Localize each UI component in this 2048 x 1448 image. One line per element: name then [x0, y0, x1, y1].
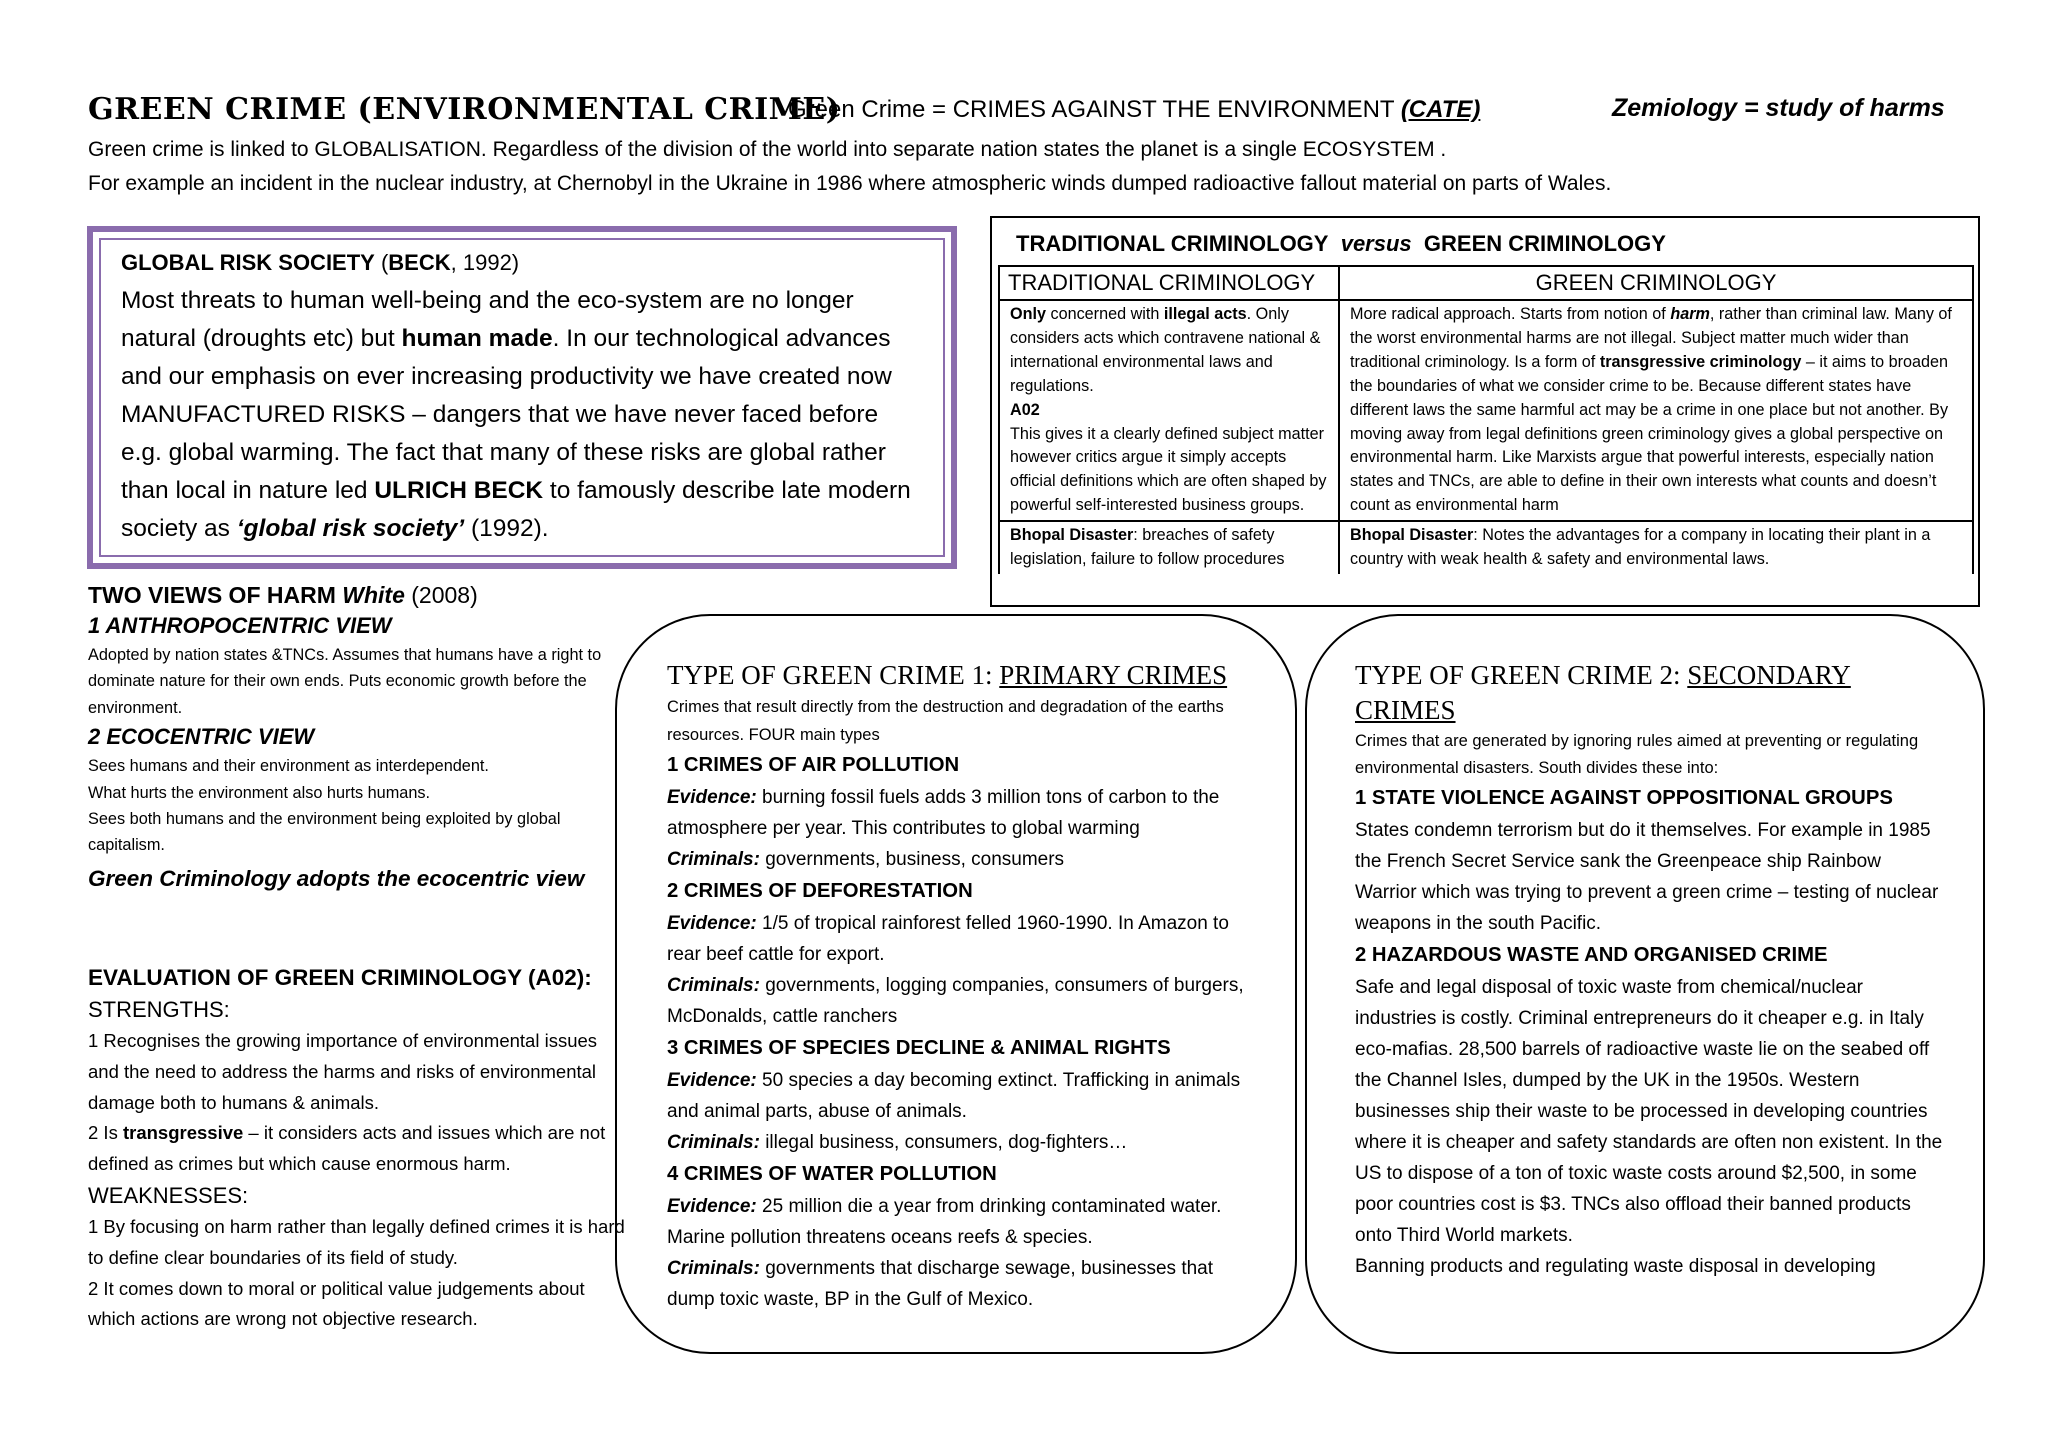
secondary-title: TYPE OF GREEN CRIME 2: SECONDARY CRIMES: [1355, 660, 1851, 725]
header-traditional: TRADITIONAL CRIMINOLOGY: [999, 266, 1339, 300]
deforestation-evidence: Evidence: 1/5 of tropical rainforest felled 1960-1990. In Amazon to rear beef cattle for export.: [667, 913, 1229, 965]
deforestation-heading: 2 CRIMES OF DEFORESTATION: [667, 880, 973, 902]
weaknesses-heading: WEAKNESSES:: [88, 1182, 249, 1208]
strength-2: 2 Is transgressive – it considers acts and issues which are not defined as crimes but which cause enormous harm.: [88, 1122, 606, 1175]
ecocentric-heading: 2 ECOCENTRIC VIEW: [88, 724, 315, 750]
secondary-description: Crimes that are generated by ignoring rules aimed at preventing or regulating environmental disasters. South divides these into:: [1355, 732, 1919, 777]
risk-body: [121, 282, 923, 548]
hazardous-waste-heading: 2 HAZARDOUS WASTE AND ORGANISED CRIME: [1355, 944, 1828, 966]
secondary-crimes-box: [1305, 614, 1985, 1354]
risk-text-4: (1992).: [464, 515, 549, 542]
traditional-cell-2: Bhopal Disaster: breaches of safety legislation, failure to follow procedures: [999, 521, 1339, 574]
air-pollution-evidence: Evidence: burning fossil fuels adds 3 million tons of carbon to the atmosphere per year. This contributes to global warming: [667, 787, 1220, 839]
risk-heading-open: (: [374, 250, 389, 275]
criminology-comparison: [990, 216, 1980, 607]
risk-text-2: . In our technological advances and our emphasis on ever increasing productivity we have created now MANUFACTURED RISKS – dangers that we have never faced before e.g. global warming. The fact that many of these risks are global rather than local in nature led: [121, 325, 892, 504]
banning-products-text: Banning products and regulating waste disposal in developing: [1355, 1256, 1876, 1277]
comparison-title-right: GREEN CRIMINOLOGY: [1423, 231, 1666, 256]
anthropocentric-text: Adopted by nation states &TNCs. Assumes that humans have a right to dominate nature for their own ends. Puts economic growth before the environment.: [88, 646, 602, 717]
cate-definition: [788, 96, 1480, 124]
comparison-title-left: TRADITIONAL CRIMINOLOGY: [1016, 231, 1329, 256]
intro-line-1: Green crime is linked to GLOBALISATION. Regardless of the division of the world into separate nation states the planet is a single ECOSYSTEM .: [88, 138, 1447, 161]
ecocentric-line-3: Sees both humans and the environment being exploited by global capitalism.: [88, 810, 561, 855]
global-risk-society-box: [87, 226, 957, 569]
green-cell-1: More radical approach. Starts from notion of harm, rather than criminal law. Many of the worst environmental harms are not illegal. Subject matter much wider than traditional criminology. Is a form of transgressive criminology – it aims to broaden the boundaries of what we consider crime to be. Because different states have different laws the same harmful act may be a crime in one place but not another. By moving away from legal definitions green criminology gives a global perspective on environmental harm. Like Marxists argue that powerful interests, especially nation states and TNCs, are able to define in their own interests what counts and doesn’t count as environmental harm: [1339, 300, 1973, 521]
deforestation-criminals: Criminals: governments, logging companies, consumers of burgers, McDonalds, cattle ranchers: [667, 975, 1244, 1027]
water-pollution-evidence: Evidence: 25 million die a year from drinking contaminated water. Marine pollution threatens oceans reefs & species.: [667, 1196, 1222, 1248]
views-heading: TWO VIEWS OF HARM White (2008): [88, 582, 478, 608]
state-violence-heading: 1 STATE VIOLENCE AGAINST OPPOSITIONAL GROUPS: [1355, 787, 1893, 809]
evaluation-heading: EVALUATION OF GREEN CRIMINOLOGY (A02):: [88, 965, 592, 990]
comparison-title: [1016, 231, 1666, 257]
cate-text: Green Crime = CRIMES AGAINST THE ENVIRONMENT: [788, 96, 1395, 123]
primary-crimes-box: [615, 614, 1297, 1354]
primary-title: TYPE OF GREEN CRIME 1: PRIMARY CRIMES: [667, 660, 1228, 690]
comparison-table: [998, 265, 1974, 574]
weakness-2: 2 It comes down to moral or political value judgements about which actions are wrong not objective research.: [88, 1277, 585, 1330]
primary-description: Crimes that result directly from the destruction and degradation of the earths resources. FOUR main types: [667, 698, 1224, 744]
evaluation-section: [88, 962, 628, 1335]
table-row: [999, 521, 1973, 574]
intro-line-2: For example an incident in the nuclear industry, at Chernobyl in the Ukraine in 1986 where atmospheric winds dumped radioactive fallout material on parts of Wales.: [88, 172, 1612, 195]
species-decline-heading: 3 CRIMES OF SPECIES DECLINE & ANIMAL RIGHTS: [667, 1037, 1171, 1059]
header-green: GREEN CRIMINOLOGY: [1339, 266, 1973, 300]
water-pollution-criminals: Criminals: governments that discharge sewage, businesses that dump toxic waste, BP in the Gulf of Mexico.: [667, 1258, 1214, 1310]
anthropocentric-heading: 1 ANTHROPOCENTRIC VIEW: [88, 613, 392, 638]
green-cell-2: Bhopal Disaster: Notes the advantages for a company in locating their plant in a country with weak health & safety and environmental laws.: [1339, 521, 1973, 574]
air-pollution-heading: 1 CRIMES OF AIR POLLUTION: [667, 754, 960, 776]
traditional-cell-1: Only concerned with illegal acts. Only considers acts which contravene national & international environmental laws and regulations. A02 This gives it a clearly defined subject matter however critics argue it simply accepts official definitions which are often shaped by powerful self-interested business groups.: [999, 300, 1339, 521]
table-row: [999, 300, 1973, 521]
cate-abbrev: (CATE): [1400, 96, 1481, 123]
two-views-of-harm: [88, 580, 618, 895]
risk-ulrich-beck: ULRICH BECK: [374, 477, 544, 504]
risk-heading: [121, 250, 923, 276]
ecocentric-line-1: Sees humans and their environment as interdependent.: [88, 757, 489, 776]
ecocentric-line-2: What hurts the environment also hurts humans.: [88, 783, 431, 802]
risk-text-3: to famously describe late modern society as: [121, 477, 911, 542]
comparison-title-versus: versus: [1340, 231, 1412, 256]
risk-human-made: human made: [401, 325, 553, 352]
risk-heading-title: GLOBAL RISK SOCIETY: [121, 250, 375, 275]
air-pollution-criminals: Criminals: governments, business, consumers: [667, 849, 1065, 870]
risk-heading-year: , 1992): [450, 250, 520, 275]
strengths-heading: STRENGTHS:: [88, 997, 230, 1022]
species-decline-evidence: Evidence: 50 species a day becoming extinct. Trafficking in animals and animal parts, abuse of animals.: [667, 1070, 1241, 1122]
risk-heading-author: BECK: [388, 250, 451, 275]
hazardous-waste-text: Safe and legal disposal of toxic waste from chemical/nuclear industries is costly. Criminal entrepreneurs do it cheaper e.g. in Italy eco-mafias. 28,500 barrels of radioactive waste lie on the seabed off the Channel Isles, dumped by the UK in the 1950s. Western businesses ship their waste to be processed in developing countries where it is cheaper and safety standards are often non existent. In the US to dispose of a ton of toxic waste costs around $2,500, in some poor countries cost is $3. TNCs also offload their banned products onto Third World markets.: [1355, 977, 1943, 1246]
risk-quote: ‘global risk society’: [236, 515, 465, 542]
state-violence-text: States condemn terrorism but do it themselves. For example in 1985 the French Secret Service sank the Greenpeace ship Rainbow Warrior which was trying to prevent a green crime – testing of nuclear weapons in the south Pacific.: [1355, 820, 1939, 934]
global-risk-society-inner: [99, 238, 945, 557]
strength-1: 1 Recognises the growing importance of environmental issues and the need to address the harms and risks of environmental damage both to humans & animals.: [88, 1030, 598, 1113]
species-decline-criminals: Criminals: illegal business, consumers, dog-fighters…: [667, 1132, 1128, 1153]
risk-text-1: Most threats to human well-being and the eco-system are no longer natural (droughts etc) but: [121, 287, 854, 352]
water-pollution-heading: 4 CRIMES OF WATER POLLUTION: [667, 1163, 997, 1185]
weakness-1: 1 By focusing on harm rather than legally defined crimes it is hard to define clear boundaries of its field of study.: [88, 1215, 625, 1268]
page-title: GREEN CRIME (ENVIRONMENTAL CRIME): [88, 92, 841, 127]
ecocentric-adoption: Green Criminology adopts the ecocentric view: [88, 865, 585, 891]
zemiology-definition: Zemiology = study of harms: [1612, 94, 1945, 122]
